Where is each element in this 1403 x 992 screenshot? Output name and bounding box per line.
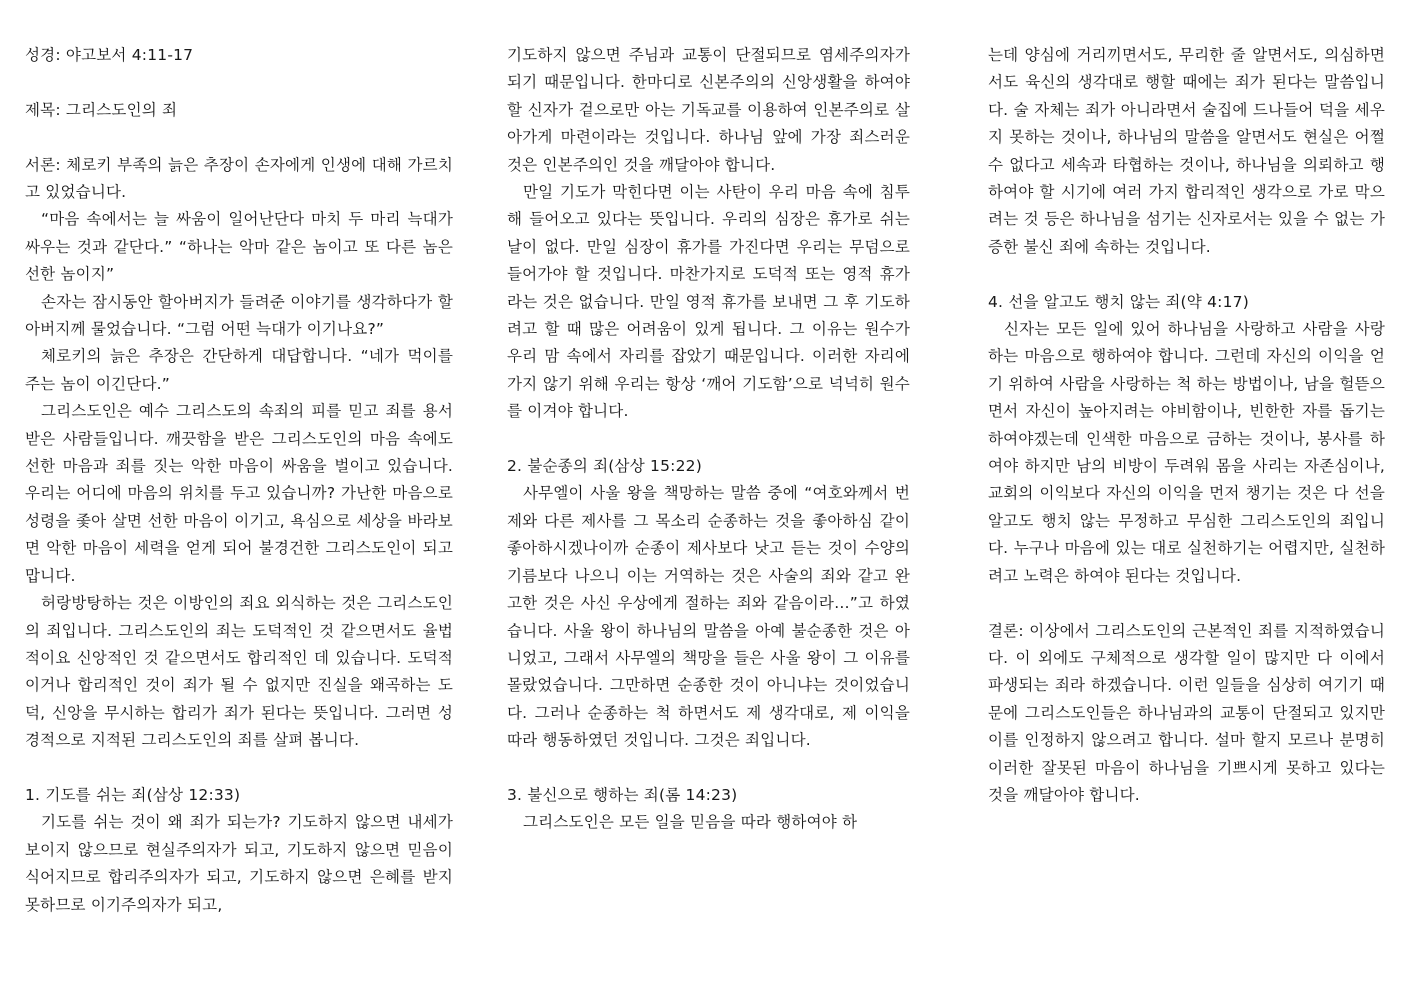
prayer-continuation-paragraph: 기도하지 않으면 주님과 교통이 단절되므로 염세주의자가 되기 때문입니다. 한마디로 신본주의의 신앙생활을 하여야 할 신자가 겉으로만 아는 기독교를 이용하여 인본주의로 살아가게 마련이라는 것입니다. 하나님 앞에 가장 죄스러운 것은 인본주의인 것을 깨달아야 합니다. (507, 46, 910, 174)
sermon-title: 제목: 그리스도인의 죄 (25, 100, 178, 119)
scripture-reference: 성경: 야고보서 4:11-17 (25, 46, 194, 64)
introduction-paragraph: 서론: 체로키 부족의 늙은 추장이 손자에게 인생에 대해 가르치고 있었습니다. (25, 155, 453, 201)
unbelief-paragraph-start: 그리스도인은 모든 일을 믿음을 따라 행하여야 하 (523, 813, 858, 832)
text-column-3 (988, 42, 1385, 809)
wolf-quote-paragraph: “마음 속에서는 늘 싸움이 일어난단다 마치 두 마리 늑대가 싸우는 것과 같단다.” “하나는 악마 같은 놈이고 또 다른 놈은 선한 놈이지” (25, 210, 453, 284)
conclusion-paragraph: 결론: 이상에서 그리스도인의 근본적인 죄를 지적하였습니다. 이 외에도 구체적으로 생각할 일이 많지만 다 이에서 파생되는 죄라 하겠습니다. 이런 일들을 심상히 여기기 때문에 그리스도인들은 하나님과의 교통이 단절되고 있지만 이를 인정하지 않으려고 합니다. 설마 할지 모르나 분명히 이러한 잘못된 마음이 하나님을 기쁘시게 못하고 있다는 것을 깨달아야 합니다. (988, 621, 1385, 804)
section-heading-1: 1. 기도를 쉬는 죄(삼상 12:33) (25, 785, 241, 804)
disobedience-paragraph: 사무엘이 사울 왕을 책망하는 말씀 중에 “여호와께서 번제와 다른 제사를 그 목소리 순종하는 것을 좋아하심 같이 좋아하시겠나이까 순종이 제사보다 낫고 듣는 것이 수양의 기름보다 나으니 이는 거역하는 것은 사술의 죄와 같고 완고한 것은 사신 우상에게 절하는 죄와 같음이라…”고 하였습니다. 사울 왕이 하나님의 말씀을 아예 불순종한 것은 아니었고, 그래서 사무엘의 책망을 들은 사울 왕이 그 이유를 몰랐었습니다. 그만하면 순종한 것이 아니냐는 것이었습니다. 그러나 순종하는 척 하면서도 제 생각대로, 제 이익을 따라 행동하였던 것입니다. 그것은 죄입니다. (507, 484, 910, 750)
section-heading-3: 3. 불신으로 행하는 죄(롬 14:23) (507, 785, 738, 804)
text-column-1 (25, 42, 453, 919)
grandson-question-paragraph: 손자는 잠시동안 할아버지가 들려준 이야기를 생각하다가 할아버지께 물었습니다. “그럼 어떤 늑대가 이기나요?” (25, 292, 453, 339)
christian-heart-paragraph: 그리스도인은 예수 그리스도의 속죄의 피를 믿고 죄를 용서받은 사람들입니다. 깨끗함을 받은 그리스도인의 마음 속에도 선한 마음과 죄를 짓는 악한 마음이 싸움을 벌이고 있습니다. 우리는 어디에 마음의 위치를 두고 있습니까? 가난한 마음으로 성령을 좇아 살면 선한 마음이 이기고, 욕심으로 세상을 바라보면 악한 마음이 세력을 얻게 되어 불경건한 그리스도인이 되고 맙니다. (25, 402, 453, 585)
section-heading-2: 2. 불순종의 죄(삼상 15:22) (507, 457, 702, 476)
omission-sin-paragraph: 신자는 모든 일에 있어 하나님을 사랑하고 사람을 사랑하는 마음으로 행하여야 합니다. 그런데 자신의 이익을 얻기 위하여 사람을 사랑하는 척 하는 방법이나, 남을 헐뜯으면서 자신이 높아지려는 야비함이나, 빈한한 자를 돕기는 하여야겠는데 인색한 마음으로 금하는 것이나, 봉사를 하여야 하지만 남의 비방이 두려워 몸을 사리는 자존심이나, 교회의 이익보다 자신의 이익을 먼저 챙기는 것은 다 선을 알고도 행치 않는 무정하고 무심한 그리스도인의 죄입니다. 누구나 마음에 있는 대로 실천하기는 어렵지만, 실천하려고 노력은 하여야 된다는 것입니다. (988, 320, 1385, 585)
prayer-sin-paragraph: 기도를 쉬는 것이 왜 죄가 되는가? 기도하지 않으면 내세가 보이지 않으므로 현실주의자가 되고, 기도하지 않으면 믿음이 식어지므로 합리주의자가 되고, 기도하지 않으면 은혜를 받지 못하므로 이기주의자가 되고, (25, 813, 453, 914)
section-heading-4: 4. 선을 알고도 행치 않는 죄(약 4:17) (988, 292, 1249, 311)
unbelief-paragraph-continuation: 는데 양심에 거리끼면서도, 무리한 줄 알면서도, 의심하면서도 육신의 생각대로 행할 때에는 죄가 된다는 말씀입니다. 술 자체는 죄가 아니라면서 술집에 드나들어 덕을 세우지 못하는 것이나, 하나님의 말씀을 알면서도 현실은 어쩔 수 없다고 세속과 타협하는 것이나, 하나님을 의뢰하고 행하여야 할 시기에 여러 가지 합리적인 생각으로 가로 막으려는 것 등은 하나님을 섬기는 신자로서는 있을 수 없는 가증한 불신 죄에 속하는 것입니다. (988, 46, 1385, 256)
chief-answer-paragraph: 체로키의 늙은 추장은 간단하게 대답합니다. “네가 먹이를 주는 놈이 이긴단다.” (25, 347, 453, 393)
christian-sin-paragraph: 허랑방탕하는 것은 이방인의 죄요 외식하는 것은 그리스도인의 죄입니다. 그리스도인의 죄는 도덕적인 것 같으면서도 율법적이요 신앙적인 것 같으면서도 합리적인 데 있습니다. 도덕적이거나 합리적인 것이 죄가 될 수 없지만 진실을 왜곡하는 도덕, 신앙을 무시하는 합리가 죄가 된다는 뜻입니다. 그러면 성경적으로 지적된 그리스도인의 죄를 살펴 봅니다. (25, 594, 453, 750)
spiritual-rest-paragraph: 만일 기도가 막힌다면 이는 사탄이 우리 마음 속에 침투해 들어오고 있다는 뜻입니다. 우리의 심장은 휴가로 쉬는 날이 없다. 만일 심장이 휴가를 가진다면 우리는 무덤으로 들어가야 할 것입니다. 마찬가지로 도덕적 또는 영적 휴가라는 것은 없습니다. 만일 영적 휴가를 보내면 그 후 기도하려고 할 때 많은 어려움이 있게 됩니다. 그 이유는 원수가 우리 맘 속에서 자리를 잡았기 때문입니다. 이러한 자리에 가지 않기 위해 우리는 항상 ‘깨어 기도함’으로 넉넉히 원수를 이겨야 합니다. (507, 183, 910, 421)
text-column-2 (507, 42, 910, 837)
